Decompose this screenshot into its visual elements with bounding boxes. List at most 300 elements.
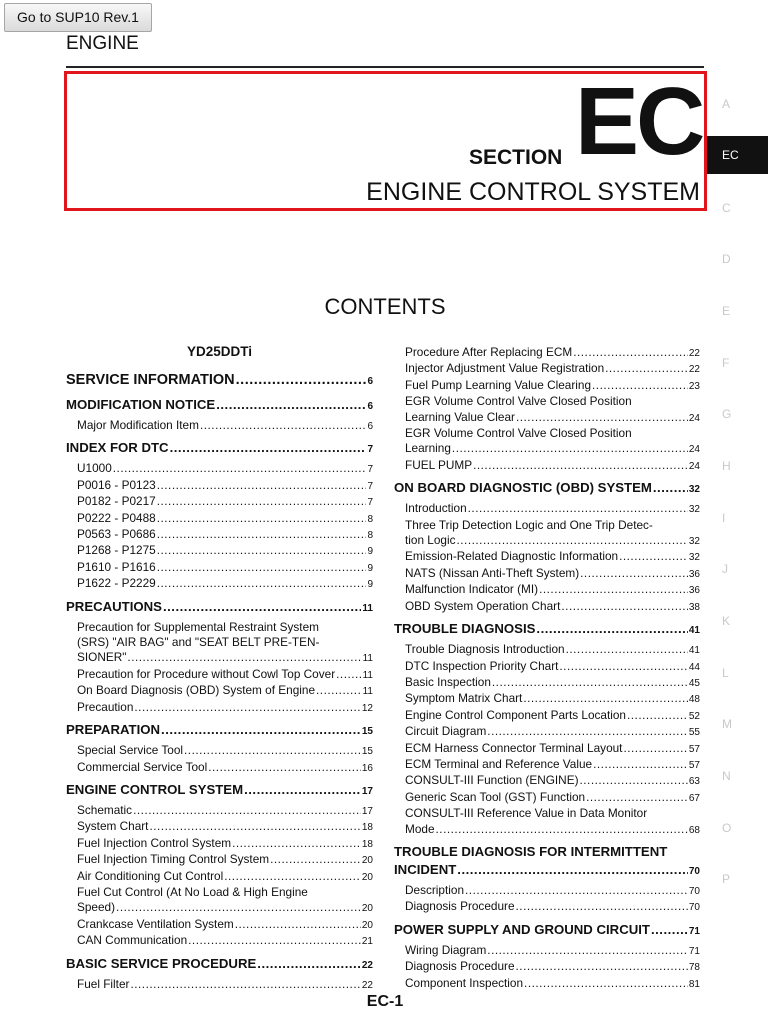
leader-dots [651,921,688,939]
toc-heading-page: 32 [688,484,700,496]
leader-dots [524,976,688,991]
toc-item-page: 9 [367,579,373,591]
toc-group [66,598,373,716]
toc-item-page: 20 [361,919,373,931]
toc-item[interactable] [66,527,373,543]
toc-item-page: 57 [688,743,700,755]
toc-item[interactable] [66,760,373,776]
toc-heading[interactable] [66,439,373,459]
toc-item[interactable] [394,976,700,992]
toc-item-page: 17 [361,805,373,817]
go-to-sup10-button[interactable]: Go to SUP10 Rev.1 [4,3,152,32]
toc-item[interactable] [66,494,373,510]
toc-item-text: Precaution [77,699,134,714]
toc-heading-text: ENGINE CONTROL SYSTEM [66,781,244,797]
toc-item[interactable] [66,803,373,819]
toc-item-text: CAN Communication [77,933,188,948]
toc-heading-text: PREPARATION [66,722,161,738]
toc-item[interactable] [66,852,373,868]
toc-group [394,843,700,916]
toc-item-text: On Board Diagnosis (OBD) System of Engine [77,683,316,698]
toc-item[interactable] [394,675,700,691]
leader-dots [523,691,688,706]
toc-item-page: 32 [688,536,700,548]
toc-item[interactable] [394,822,700,838]
toc-heading-page: 22 [361,959,373,971]
toc-item-page: 67 [688,792,700,804]
toc-item[interactable] [394,943,700,959]
toc-item[interactable] [66,576,373,592]
toc-item-page: 32 [688,504,700,516]
toc-item-page: 11 [362,653,373,665]
toc-item-page: 70 [688,902,700,914]
toc-item-text: ECM Harness Connector Terminal Layout [405,740,623,755]
toc-item-page: 20 [361,903,373,915]
toc-heading[interactable] [394,861,700,881]
section-word: SECTION [469,146,563,169]
toc-heading-text: INDEX FOR DTC [66,440,169,456]
toc-item-text: Commercial Service Tool [77,759,208,774]
toc-group [394,345,700,474]
toc-group [66,955,373,993]
toc-item-page: 7 [367,464,373,476]
toc-item-text: Engine Control Component Parts Location [405,707,626,722]
leader-dots [127,650,361,665]
toc-item-text: Circuit Diagram [405,724,487,739]
toc-item[interactable] [394,361,700,377]
toc-item-text: Fuel Pump Learning Value Clearing [405,377,592,392]
toc-item-page: 36 [688,568,700,580]
toc-item-text: ECM Terminal and Reference Value [405,756,593,771]
toc-group [66,439,373,592]
leader-dots [457,533,688,548]
toc-item-page: 71 [688,945,700,957]
section-title: ENGINE CONTROL SYSTEM [366,178,700,206]
toc-group [66,781,373,950]
section-tabs [707,78,768,905]
toc-item[interactable] [66,683,373,699]
section-tab-p[interactable]: P [722,872,731,887]
toc-item-text: Procedure After Replacing ECM [405,345,573,359]
leader-dots [487,724,688,739]
leader-dots [157,478,367,493]
leader-dots [130,977,360,992]
leader-dots [561,599,687,614]
leader-dots [157,543,367,558]
leader-dots [605,361,688,376]
toc-item[interactable] [394,691,700,707]
page-number: EC-1 [366,993,404,1010]
toc-heading-page: 15 [361,726,373,738]
toc-item-text: Fuel Injection Control System [77,835,232,850]
leader-dots [457,861,688,879]
section-tab-n[interactable]: N [722,769,731,784]
toc-item[interactable] [66,478,373,494]
toc-item-text: P1268 - P1275 [77,543,156,558]
toc-item-page: 55 [688,727,700,739]
toc-heading[interactable] [66,721,373,741]
section-tab-d[interactable]: D [722,252,731,267]
toc-heading-page: 11 [362,602,373,614]
toc-group [394,921,700,992]
toc-item[interactable] [66,977,373,993]
toc-item-page: 12 [361,702,373,714]
toc-item-page: 24 [688,444,700,456]
toc-item-page: 11 [362,669,373,681]
leader-dots [619,549,688,564]
toc-item-page: 9 [367,546,373,558]
leader-dots [592,378,688,393]
toc-item-page: 24 [688,412,700,424]
toc-heading-page: 41 [688,625,700,637]
toc-item[interactable] [394,458,700,474]
toc-item-page: 45 [688,677,700,689]
toc-heading-page: 70 [688,865,700,877]
section-title-box [64,68,707,211]
leader-dots [134,700,360,715]
section-tab-l[interactable]: L [722,665,729,680]
section-tab-m[interactable]: M [722,717,732,732]
toc-item-wrap[interactable]: Precaution for Supplemental Restraint System [77,619,319,634]
toc-item-text: Learning Value Clear [405,409,515,424]
toc-item-text: Crankcase Ventilation System [77,916,234,931]
toc-item-text: Fuel Filter [77,976,130,991]
leader-dots [516,959,688,974]
toc-heading-text: PRECAUTIONS [66,598,162,614]
leader-dots [270,852,361,867]
toc-item[interactable] [394,410,700,426]
toc-item[interactable] [66,650,373,666]
toc-item[interactable] [394,757,700,773]
leader-dots [316,683,362,698]
leader-dots [473,458,688,473]
toc-item[interactable] [66,819,373,835]
toc-heading-wrap[interactable]: TROUBLE DIAGNOSIS FOR INTERMITTENT [394,843,668,859]
toc-item-page: 21 [361,936,373,948]
toc-item-text: Air Conditioning Cut Control [77,868,224,883]
leader-dots [116,900,361,915]
toc-item-text: Malfunction Indicator (MI) [405,582,539,597]
toc-item-text: Trouble Diagnosis Introduction [405,642,565,657]
leader-dots [208,760,361,775]
leader-dots [188,933,361,948]
toc-heading-text: BASIC SERVICE PROCEDURE [66,955,257,971]
toc-item-page: 8 [367,530,373,542]
leader-dots [184,743,361,758]
toc-right-column [394,342,700,992]
section-tab-i[interactable]: I [722,510,726,525]
toc-item-text: Special Service Tool [77,743,184,758]
section-tab-k[interactable]: K [722,614,731,629]
leader-dots [149,819,360,834]
toc-item-text: P1622 - P2229 [77,576,156,591]
toc-group [66,721,373,776]
leader-dots [336,667,361,682]
toc-item[interactable] [394,741,700,757]
toc-item-text: Speed) [77,900,116,915]
toc-item-text: System Chart [77,819,149,834]
toc-item-text: tion Logic [405,533,456,548]
toc-item-text: Injector Adjustment Value Registration [405,361,605,376]
engine-model-heading: YD25DDTi [186,344,253,359]
toc-item-page: 68 [688,824,700,836]
toc-item-page: 36 [688,585,700,597]
toc-item-text: U1000 [77,461,112,476]
toc-item[interactable] [66,418,373,434]
toc-item[interactable] [394,708,700,724]
toc-heading-page: 6 [367,376,373,387]
toc-item-page: 22 [688,364,700,376]
toc-heading-page: 6 [367,401,373,412]
toc-group [394,479,700,615]
toc-heading[interactable] [394,921,700,941]
toc-item-page: 11 [362,686,373,698]
toc-item-page: 22 [361,979,373,991]
section-tab-ec[interactable]: EC [707,136,768,174]
toc-item[interactable] [66,836,373,852]
leader-dots [157,576,367,591]
toc-item[interactable] [394,883,700,899]
leader-dots [157,527,367,542]
toc-item[interactable] [66,917,373,933]
toc-item[interactable] [394,533,700,549]
toc-item-text: P0222 - P0488 [77,510,156,525]
toc-item-text: P1610 - P1616 [77,559,156,574]
toc-item-wrap[interactable]: (SRS) "AIR BAG" and "SEAT BELT PRE-TEN- [77,635,320,650]
leader-dots [436,822,688,837]
toc-item-text: Symptom Matrix Chart [405,691,523,706]
toc-item-text: P0182 - P0217 [77,494,156,509]
toc-heading[interactable] [66,781,373,801]
toc-item[interactable] [394,790,700,806]
toc-item-page: 7 [367,480,373,492]
leader-dots [113,461,367,476]
section-code: EC [575,68,703,175]
contents-heading: CONTENTS [324,294,446,319]
toc-item-page: 20 [361,871,373,883]
toc-item-text: P0563 - P0686 [77,527,156,542]
section-tab-f[interactable]: F [722,355,730,370]
toc-item-page: 48 [688,694,700,706]
leader-dots [452,441,688,456]
toc-item-wrap[interactable]: EGR Volume Control Valve Closed Position [405,426,632,441]
toc-item[interactable] [394,549,700,565]
toc-item[interactable] [66,743,373,759]
toc-item[interactable] [66,933,373,949]
toc-item-text: Wiring Diagram [405,942,487,957]
leader-dots [157,560,367,575]
toc-item-text: NATS (Nissan Anti-Theft System) [405,565,580,580]
toc-item-wrap[interactable]: EGR Volume Control Valve Closed Position [405,394,632,409]
toc-item-page: 7 [367,497,373,509]
section-tab-o[interactable]: O [722,820,732,835]
toc-item[interactable] [394,378,700,394]
leader-dots [623,741,687,756]
leader-dots [516,899,688,914]
toc-item[interactable] [394,345,700,361]
toc-heading-text: TROUBLE DIAGNOSIS [394,621,536,637]
toc-item-page: 15 [361,746,373,758]
toc-item-page: 70 [688,885,700,897]
toc-item-page: 8 [367,513,373,525]
leader-dots [593,757,688,772]
toc-item[interactable] [394,959,700,975]
toc-item-text: Major Modification Item [77,418,199,432]
leader-dots [170,439,367,457]
leader-dots [465,883,688,898]
leader-dots [559,659,687,674]
leader-dots [516,410,688,425]
leader-dots [573,345,688,360]
leader-dots [157,494,367,509]
toc-item[interactable] [66,900,373,916]
leader-dots [653,479,688,497]
toc-item-text: Diagnosis Procedure [405,959,515,974]
toc-item[interactable] [66,869,373,885]
toc-item[interactable] [394,642,700,658]
leader-dots [580,566,688,581]
toc-item-page: 18 [361,838,373,850]
toc-item-text: P0016 - P0123 [77,477,156,492]
toc-item[interactable] [66,461,373,477]
toc-heading[interactable] [66,371,373,391]
toc-item-page: 6 [367,421,373,432]
toc-heading-text: INCIDENT [394,861,457,877]
engine-category-label: ENGINE [66,33,139,54]
section-tab-c[interactable]: C [722,200,731,215]
leader-dots [487,943,688,958]
leader-dots [163,598,361,616]
toc-item-page: 23 [688,380,700,392]
toc-item[interactable] [394,724,700,740]
toc-item-text: Diagnosis Procedure [405,899,515,914]
toc-item[interactable] [66,700,373,716]
leader-dots [580,773,688,788]
toc-item-page: 44 [688,661,700,673]
toc-item-text: Generic Scan Tool (GST) Function [405,789,586,804]
toc-item-page: 38 [688,601,700,613]
toc-group [66,396,373,434]
section-tab-a[interactable]: A [722,96,731,111]
toc-item[interactable] [66,511,373,527]
toc-group [394,620,700,838]
toc-item-text: CONSULT-III Function (ENGINE) [405,773,579,788]
toc-item-text: DTC Inspection Priority Chart [405,658,559,673]
leader-dots [492,675,688,690]
toc-item[interactable] [394,441,700,457]
section-tab-h[interactable]: H [722,458,731,473]
toc-item-text: Component Inspection [405,975,524,990]
toc-heading-page: 71 [688,925,700,937]
toc-item-text: Basic Inspection [405,674,491,689]
leader-dots [224,869,361,884]
toc-heading-text: MODIFICATION NOTICE [66,397,216,412]
toc-item-wrap[interactable]: Three Trip Detection Logic and One Trip Detec- [405,517,653,532]
toc-item-text: FUEL PUMP [405,457,473,472]
toc-item-page: 52 [688,710,700,722]
toc-heading[interactable] [394,620,700,640]
leader-dots [244,781,361,799]
toc-item[interactable] [394,582,700,598]
leader-dots [586,790,688,805]
section-tab-g[interactable]: G [722,407,732,422]
leader-dots [468,501,688,516]
toc-item[interactable] [394,659,700,675]
toc-item-text: Precaution for Procedure without Cowl Top Cover [77,666,336,681]
toc-item-page: 18 [361,822,373,834]
leader-dots [157,511,367,526]
toc-heading-text: POWER SUPPLY AND GROUND CIRCUIT [394,921,650,937]
leader-dots [232,836,361,851]
toc-item-text: Learning [405,441,451,456]
leader-dots [133,803,361,818]
toc-heading-page: 7 [367,444,373,456]
toc-item[interactable] [394,773,700,789]
toc-item-page: 16 [361,762,373,774]
leader-dots [200,418,366,433]
leader-dots [216,396,366,414]
section-tab-j[interactable]: J [722,562,728,577]
toc-item-page: 81 [688,978,700,990]
toc-item-page: 57 [688,759,700,771]
toc-item-text: Emission-Related Diagnostic Information [405,549,619,564]
leader-dots [536,620,687,638]
toc-group [66,371,373,391]
toc-item-page: 41 [688,645,700,657]
toc-item[interactable] [394,599,700,615]
toc-heading-text: SERVICE INFORMATION [66,372,235,388]
toc-heading[interactable] [66,396,373,416]
toc-item-text: SIONER" [77,650,127,665]
leader-dots [161,721,361,739]
toc-item-page: 9 [367,562,373,574]
toc-item-page: 24 [688,460,700,472]
toc-heading-page: 17 [361,785,373,797]
toc-item-text: OBD System Operation Chart [405,598,561,613]
leader-dots [627,708,688,723]
toc-item[interactable] [394,899,700,915]
toc-item-page: 32 [688,552,700,564]
leader-dots [257,955,361,973]
toc-item[interactable] [394,501,700,517]
toc-item[interactable] [66,560,373,576]
toc-item-text: Fuel Injection Timing Control System [77,852,270,867]
toc-heading[interactable] [66,955,373,975]
toc-item[interactable] [66,667,373,683]
toc-item-page: 22 [688,348,700,359]
leader-dots [566,642,688,657]
toc-item-text: Mode [405,821,435,836]
section-tab-e[interactable]: E [722,303,731,318]
leader-dots [235,917,361,932]
toc-left-column [66,342,373,993]
toc-heading-text: ON BOARD DIAGNOSTIC (OBD) SYSTEM [394,480,652,496]
toc-item-wrap[interactable]: Fuel Cut Control (At No Load & High Engine [77,884,308,899]
toc-item-page: 78 [688,962,700,974]
toc-item-page: 20 [361,855,373,867]
toc-item-wrap[interactable]: CONSULT-III Reference Value in Data Monitor [405,806,648,821]
leader-dots [539,582,688,597]
toc-item[interactable] [66,543,373,559]
leader-dots [236,371,367,389]
toc-heading[interactable] [394,479,700,499]
toc-item-text: Description [405,882,465,897]
toc-item[interactable] [394,566,700,582]
toc-item-page: 63 [688,776,700,788]
toc-item-text: Schematic [77,802,133,817]
toc-heading[interactable] [66,598,373,618]
toc-item-text: Introduction [405,501,467,516]
